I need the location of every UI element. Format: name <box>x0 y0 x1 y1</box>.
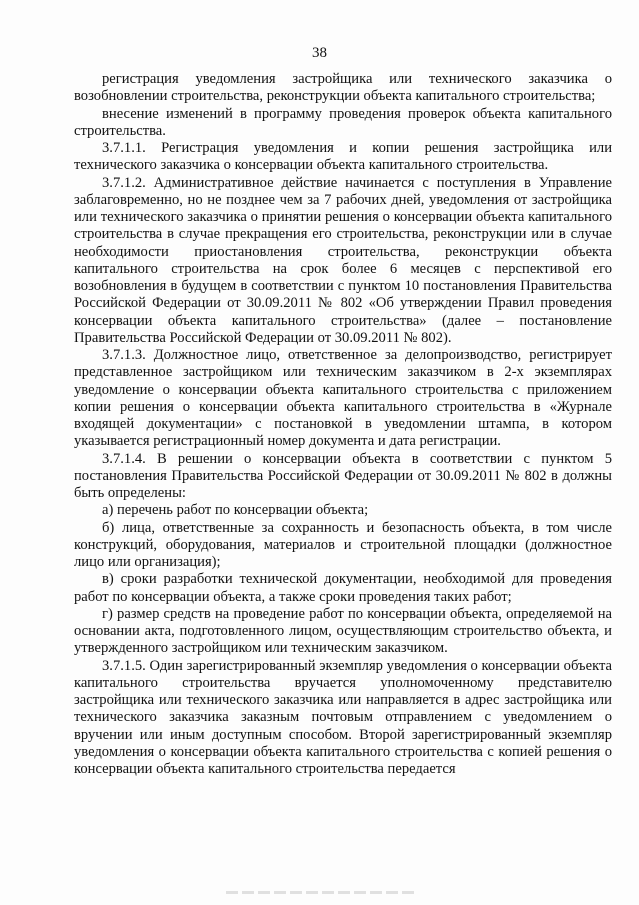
paragraph-3-7-1-2: 3.7.1.2. Административное действие начинается с поступления в Управление заблаговременно, но не позднее чем за 7 рабочих дней, уведомления от застройщика или технического заказчика о принятии решения о консервации объекта капитального строительства в случае прекращения его строительства, реконструкции или в случае необходимости приостановления строительства, реконструкции объекта капитального строительства на срок более 6 месяцев с перспективой его возобновления в будущем в соответствии с пунктом 10 постановления Правительства Российской Федерации от 30.09.2011 № 802 «Об утверждении Правил проведения консервации объекта капитального строительства» (далее – постановление Правительства Российской Федерации от 30.09.2011 № 802). <box>74 174 612 346</box>
document-body <box>74 71 612 778</box>
list-item-g: г) размер средств на проведение работ по консервации объекта, определяемой на основании акта, подготовленного лицом, осуществляющим строительство объекта, и утвержденного застройщиком или техническим заказчиком. <box>74 605 612 657</box>
paragraph-3-7-1-1: 3.7.1.1. Регистрация уведомления и копии решения застройщика или технического заказчика о консервации объекта капитального строительства. <box>74 140 612 174</box>
paragraph-notification-renewal: регистрация уведомления застройщика или технического заказчика о возобновлении строительства, реконструкции объекта капитального строительства; <box>74 71 612 105</box>
list-item-a: а) перечень работ по консервации объекта; <box>102 502 369 519</box>
list-item-v: в) сроки разработки технической документации, необходимой для проведения работ по консервации объекта, а также сроки проведения таких работ; <box>74 571 612 605</box>
scan-artifact <box>226 891 416 894</box>
paragraph-3-7-1-3: 3.7.1.3. Должностное лицо, ответственное за делопроизводство, регистрирует представленное застройщиком или техническим заказчиком в 2-х экземплярах уведомление о консервации объекта капитального строительства с приложением копии решения о консервации объекта капитального строительства в «Журнале входящей документации» с постановкой в уведомлении штампа, в котором указывается регистрационный номер документа и дата регистрации. <box>74 347 612 450</box>
page-number: 38 <box>312 45 327 61</box>
paragraph-3-7-1-4: 3.7.1.4. В решении о консервации объекта в соответствии с пунктом 5 постановления Правительства Российской Федерации от 30.09.2011 № 802 в должны быть определены: <box>74 450 612 501</box>
list-item-b: б) лица, ответственные за сохранность и безопасность объекта, в том числе конструкций, оборудования, материалов и строительной площадки (должностное лицо или организация); <box>74 519 612 570</box>
paragraph-3-7-1-5: 3.7.1.5. Один зарегистрированный экземпляр уведомления о консервации объекта капитального строительства вручается уполномоченному представителю застройщика или технического заказчика или направляется в адрес застройщика или технического заказчика заказным почтовым отправлением с уведомлением о вручении или иным доступным способом. Второй зарегистрированный экземпляр уведомления о консервации объекта капитального строительства с копией решения о консервации объекта капитального строительства передается <box>74 657 612 777</box>
paragraph-inspection-program: внесение изменений в программу проведения проверок объекта капитального строительства. <box>74 105 612 139</box>
